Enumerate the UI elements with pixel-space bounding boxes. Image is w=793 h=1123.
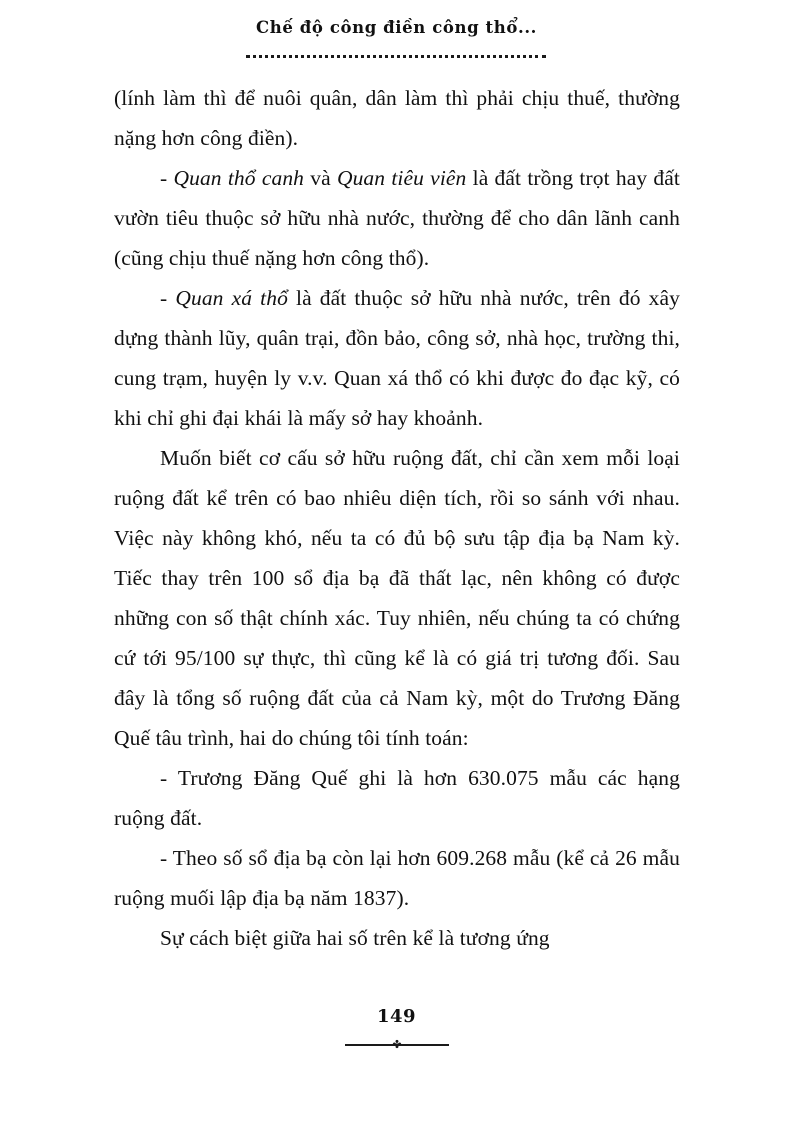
- text-run: -: [160, 286, 176, 310]
- paragraph: [114, 758, 680, 838]
- text-run: là đất thuộc sở hữu nhà nước, trên đó xây dựng thành lũy, quân trại, đồn bảo, công sở, nhà học, trường thi, cung trạm, huyện ly v.v. Quan xá thổ có khi được đo đạc kỹ, có khi chỉ ghi đại khái là mấy sở hay khoảnh.: [114, 286, 680, 430]
- page-footer: [0, 1006, 793, 1027]
- text-run: (lính làm thì để nuôi quân, dân làm thì phải chịu thuế, thường nặng hơn công điền).: [114, 86, 680, 150]
- header-divider: [246, 55, 546, 58]
- paragraph: [114, 278, 680, 438]
- text-run: là đất trồng trọt hay đất vườn tiêu thuộc sở hữu nhà nước, thường để cho dân lãnh canh (cũng chịu thuế nặng hơn công thổ).: [114, 166, 680, 270]
- header-title: Chế độ công điền công thổ...: [255, 18, 538, 37]
- text-run: - Trương Đăng Quế ghi là hơn 630.075 mẫu các hạng ruộng đất.: [114, 766, 680, 830]
- paragraph: [114, 918, 680, 958]
- text-run: Sự cách biệt giữa hai số trên kể là tương ứng: [160, 926, 550, 950]
- page-body: [114, 78, 680, 958]
- italic-term: Quan tiêu viên: [336, 166, 467, 190]
- text-run: - Theo số sổ địa bạ còn lại hơn 609.268 mẫu (kể cả 26 mẫu ruộng muối lập địa bạ năm 1837).: [114, 846, 680, 910]
- text-run: và: [304, 166, 337, 190]
- running-header: [0, 18, 793, 37]
- paragraph: [114, 158, 680, 278]
- text-run: Muốn biết cơ cấu sở hữu ruộng đất, chỉ cần xem mỗi loại ruộng đất kể trên có bao nhiêu diện tích, rồi so sánh với nhau. Việc này không khó, nếu ta có đủ bộ sưu tập địa bạ Nam kỳ. Tiếc thay trên 100 sổ địa bạ đã thất lạc, nên không có được những con số thật chính xác. Tuy nhiên, nếu chúng ta có chứng cứ tới 95/100 sự thực, thì cũng kể là có giá trị tương đối. Sau đây là tổng số ruộng đất của cả Nam kỳ, một do Trương Đăng Quế tâu trình, hai do chúng tôi tính toán:: [114, 446, 680, 750]
- text-run: -: [160, 166, 174, 190]
- paragraph: [114, 78, 680, 158]
- page-number: 149: [376, 1006, 417, 1027]
- italic-term: Quan thổ canh: [173, 166, 305, 190]
- paragraph: [114, 838, 680, 918]
- italic-term: Quan xá thổ: [175, 286, 288, 310]
- ornament-icon: ✤: [392, 1039, 402, 1051]
- paragraph: [114, 438, 680, 758]
